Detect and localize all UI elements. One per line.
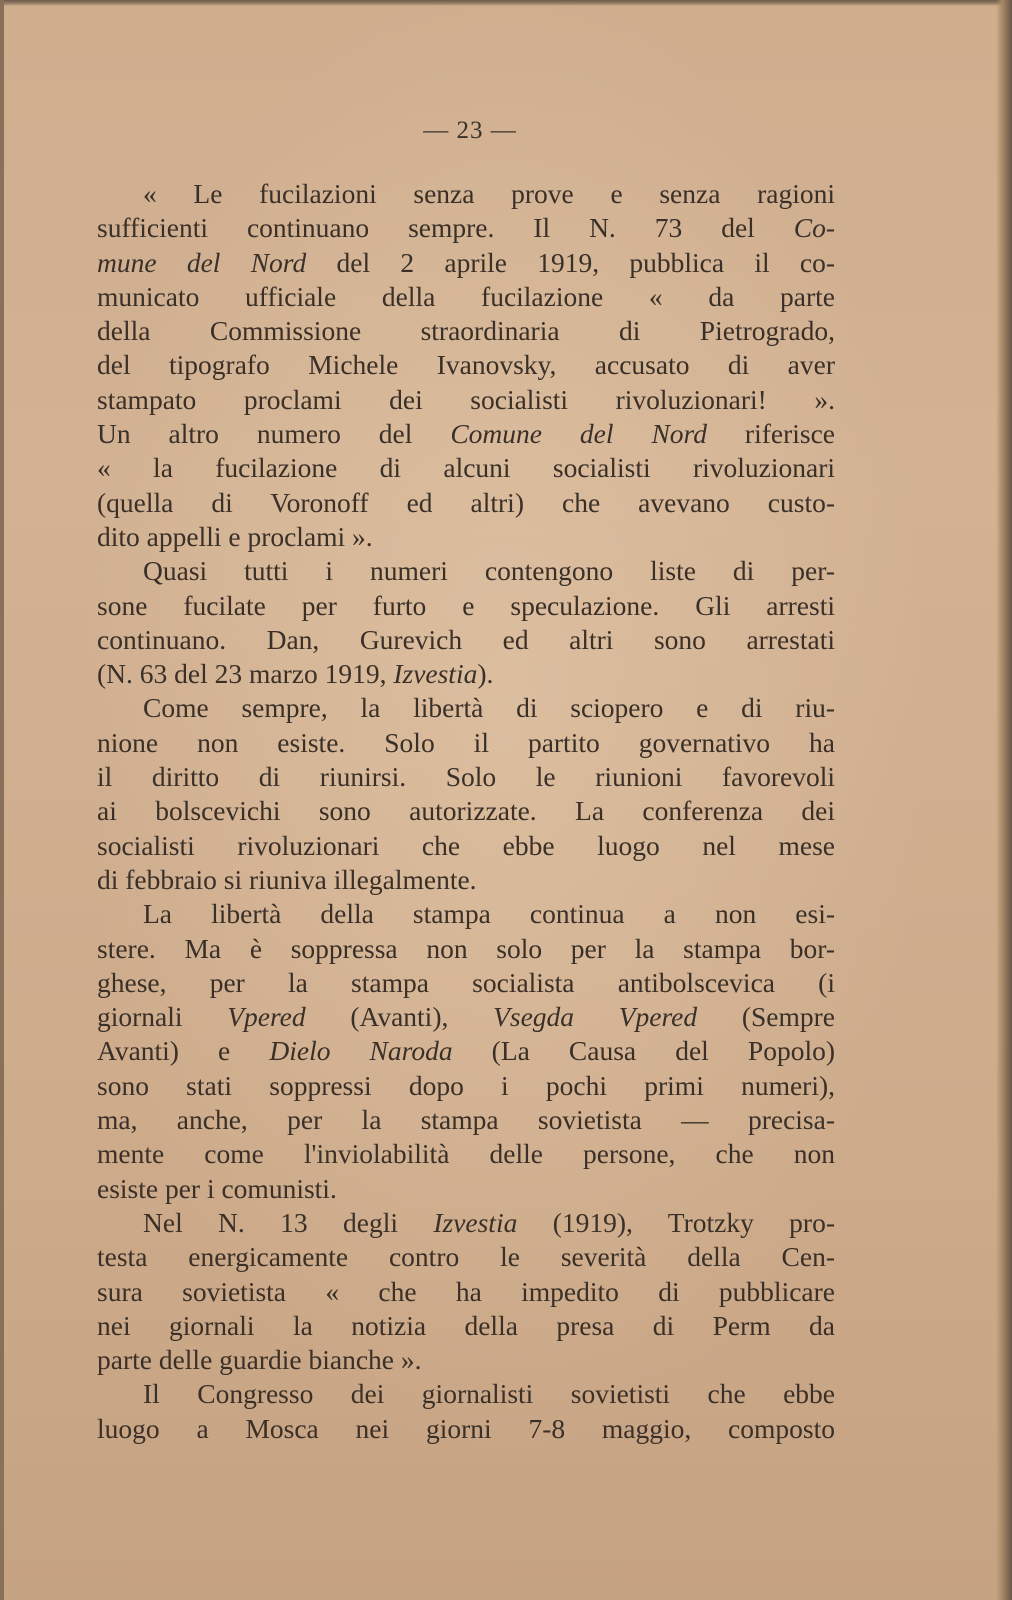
paragraph-first-line bbox=[97, 177, 835, 211]
text-line bbox=[97, 451, 835, 485]
paragraph-first-line bbox=[97, 691, 835, 725]
text-run: nione non esiste. Solo il partito governativo ha bbox=[97, 726, 835, 758]
text-run: (Sempre bbox=[697, 1001, 835, 1033]
text-run: nei giornali la notizia della presa di Perm da bbox=[97, 1309, 835, 1341]
text-run: il diritto di riunirsi. Solo le riunioni favorevoli bbox=[97, 761, 835, 793]
text-run: Nel N. 13 degli bbox=[143, 1206, 434, 1238]
text-line bbox=[97, 726, 835, 760]
text-run: (Avanti), bbox=[305, 1001, 494, 1033]
text-run: La libertà della stampa continua a non esi- bbox=[143, 898, 835, 930]
paragraph-first-line bbox=[97, 1377, 835, 1411]
italic-text: Izvestia bbox=[393, 658, 478, 690]
italic-text: Dielo Naroda bbox=[269, 1035, 453, 1067]
text-line bbox=[97, 1240, 835, 1274]
paragraph-first-line bbox=[97, 1206, 835, 1240]
text-line bbox=[97, 1069, 835, 1103]
text-run: ). bbox=[477, 658, 494, 690]
text-line bbox=[97, 760, 835, 794]
italic-text: Comune del Nord bbox=[450, 418, 707, 450]
text-run: Il Congresso dei giornalisti sovietisti che ebbe bbox=[143, 1378, 835, 1410]
text-run: (quella di Voronoff ed altri) che avevano custo- bbox=[97, 486, 835, 518]
text-line bbox=[97, 520, 835, 554]
text-run: dito appelli e proclami ». bbox=[97, 520, 373, 552]
text-run: (La Causa del Popolo) bbox=[452, 1035, 836, 1067]
text-run: parte delle guardie bianche ». bbox=[97, 1344, 422, 1376]
text-run: del tipografo Michele Ivanovsky, accusato di aver bbox=[97, 349, 835, 381]
text-run: Un altro numero del bbox=[97, 418, 451, 450]
text-run: (1919), Trotzky pro- bbox=[517, 1206, 835, 1238]
italic-text: Vsegda Vpered bbox=[493, 1001, 698, 1033]
text-run: (N. 63 del 23 marzo 1919, bbox=[97, 658, 394, 690]
text-line bbox=[97, 657, 835, 691]
text-run: continuano. Dan, Gurevich ed altri sono arrestati bbox=[97, 623, 835, 655]
text-run: municato ufficiale della fucilazione « da parte bbox=[97, 280, 835, 312]
page-top-edge bbox=[0, 0, 1012, 6]
body-text bbox=[97, 177, 835, 1446]
page-right-edge bbox=[996, 0, 1012, 1600]
page-left-edge bbox=[0, 0, 4, 1600]
text-line bbox=[97, 417, 835, 451]
text-line bbox=[97, 1343, 835, 1377]
text-run: del 2 aprile 1919, pubblica il co- bbox=[306, 246, 835, 278]
text-line bbox=[97, 1034, 835, 1068]
text-run: testa energicamente contro le severità della Cen- bbox=[97, 1241, 835, 1273]
text-line bbox=[97, 623, 835, 657]
text-line bbox=[97, 1275, 835, 1309]
paragraph-first-line bbox=[97, 897, 835, 931]
text-run: « la fucilazione di alcuni socialisti rivoluzionari bbox=[97, 452, 835, 484]
text-run: luogo a Mosca nei giorni 7-8 maggio, composto bbox=[97, 1412, 835, 1444]
text-line bbox=[97, 280, 835, 314]
text-line bbox=[97, 314, 835, 348]
text-line bbox=[97, 246, 835, 280]
text-line bbox=[97, 1000, 835, 1034]
text-run: « Le fucilazioni senza prove e senza ragioni bbox=[143, 178, 835, 209]
text-run: mente come l'inviolabilità delle persone, che non bbox=[97, 1138, 835, 1170]
text-run: sura sovietista « che ha impedito di pubblicare bbox=[97, 1275, 835, 1307]
text-run: sono stati soppressi dopo i pochi primi numeri), bbox=[97, 1069, 835, 1101]
text-line bbox=[97, 1172, 835, 1206]
text-line bbox=[97, 829, 835, 863]
text-line bbox=[97, 1103, 835, 1137]
page-number: — 23 — bbox=[423, 117, 517, 144]
text-run: ghese, per la stampa socialista antibolscevica (i bbox=[97, 966, 835, 998]
text-run: stampato proclami dei socialisti rivoluzionari! ». bbox=[97, 383, 835, 415]
text-run: sone fucilate per furto e speculazione. Gli arresti bbox=[97, 589, 835, 621]
italic-text: Co- bbox=[793, 212, 835, 244]
text-run: stere. Ma è soppressa non solo per la stampa bor- bbox=[97, 932, 835, 964]
text-run: di febbraio si riuniva illegalmente. bbox=[97, 863, 477, 895]
text-line bbox=[97, 486, 835, 520]
text-run: Come sempre, la libertà di sciopero e di riu- bbox=[143, 692, 835, 724]
text-run: sufficienti continuano sempre. Il N. 73 del bbox=[97, 212, 794, 244]
text-line bbox=[97, 1412, 835, 1446]
text-line bbox=[97, 863, 835, 897]
text-line bbox=[97, 1137, 835, 1171]
text-line bbox=[97, 348, 835, 382]
text-line bbox=[97, 966, 835, 1000]
text-line bbox=[97, 932, 835, 966]
paragraph-first-line bbox=[97, 554, 835, 588]
text-line bbox=[97, 1309, 835, 1343]
text-run: ai bolscevichi sono autorizzate. La conferenza dei bbox=[97, 795, 835, 827]
text-line bbox=[97, 794, 835, 828]
text-run: della Commissione straordinaria di Pietrogrado, bbox=[97, 315, 835, 347]
text-run: socialisti rivoluzionari che ebbe luogo nel mese bbox=[97, 829, 835, 861]
text-run: Quasi tutti i numeri contengono liste di per- bbox=[143, 555, 835, 587]
text-run: riferisce bbox=[707, 418, 836, 450]
text-run: giornali bbox=[97, 1001, 228, 1033]
text-line bbox=[97, 589, 835, 623]
text-run: esiste per i comunisti. bbox=[97, 1172, 337, 1204]
text-run: ma, anche, per la stampa sovietista — precisa- bbox=[97, 1104, 835, 1136]
italic-text: Vpered bbox=[227, 1001, 306, 1033]
text-line bbox=[97, 383, 835, 417]
italic-text: Izvestia bbox=[433, 1206, 518, 1238]
text-run: Avanti) e bbox=[97, 1035, 270, 1067]
text-line bbox=[97, 211, 835, 245]
italic-text: mune del Nord bbox=[97, 246, 307, 278]
